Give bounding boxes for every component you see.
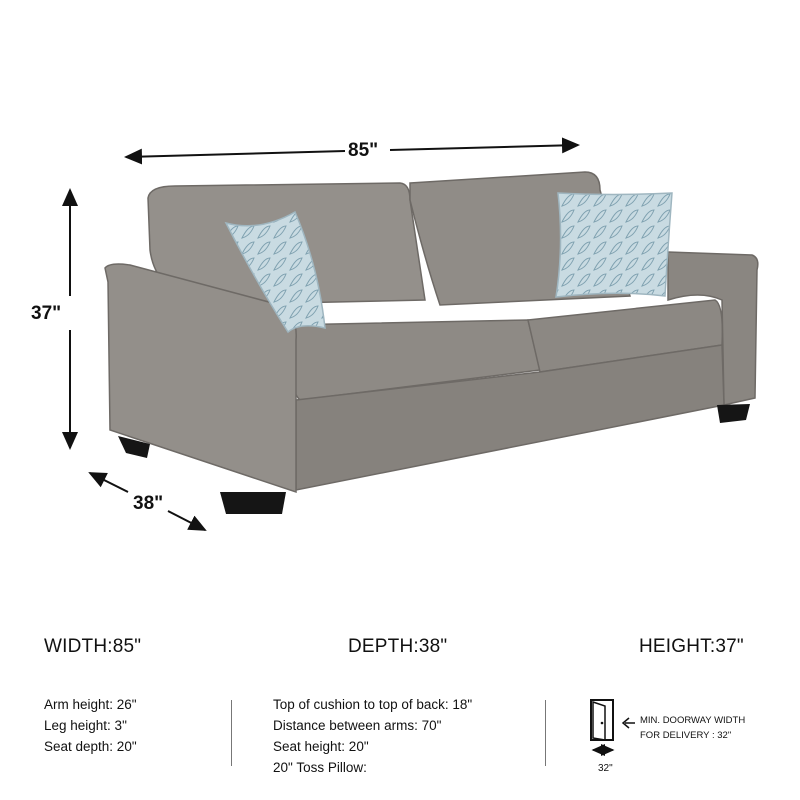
spec-list-1	[44, 694, 137, 757]
door-icon	[583, 696, 639, 764]
leg-front-left	[220, 492, 286, 514]
toss-pillow: 20" Toss Pillow:	[273, 760, 367, 775]
seat-height: Seat height: 20"	[273, 739, 369, 754]
doorway-line-1: MIN. DOORWAY WIDTH	[640, 715, 746, 726]
doorway-line-2: FOR DELIVERY : 32"	[640, 730, 732, 741]
doorway-width-label: 32"	[598, 763, 613, 774]
depth-dimension-label: 38"	[133, 493, 164, 514]
depth-arrow-top	[90, 473, 128, 492]
depth-summary: DEPTH:38"	[348, 636, 448, 657]
width-summary: WIDTH:85"	[44, 636, 142, 657]
divider-1	[231, 700, 232, 766]
distance-between-arms: Distance between arms: 70"	[273, 718, 442, 733]
leg-front-right	[717, 404, 750, 423]
spec-list-2	[273, 694, 472, 778]
cushion-to-back: Top of cushion to top of back: 18"	[273, 697, 473, 712]
arrow-left-icon	[623, 718, 635, 728]
pillow-right	[556, 193, 672, 297]
divider-2	[545, 700, 546, 766]
height-summary: HEIGHT:37"	[639, 636, 744, 657]
width-arrow-left	[126, 151, 345, 157]
doorway-note	[640, 713, 745, 743]
seat-depth: Seat depth: 20"	[44, 739, 137, 754]
arm-height: Arm height: 26"	[44, 697, 137, 712]
depth-arrow-bottom	[168, 511, 205, 530]
width-dimension-label: 85"	[345, 140, 381, 162]
leg-height: Leg height: 3"	[44, 718, 127, 733]
height-dimension-label: 37"	[28, 303, 64, 325]
width-arrow-right	[390, 145, 578, 150]
